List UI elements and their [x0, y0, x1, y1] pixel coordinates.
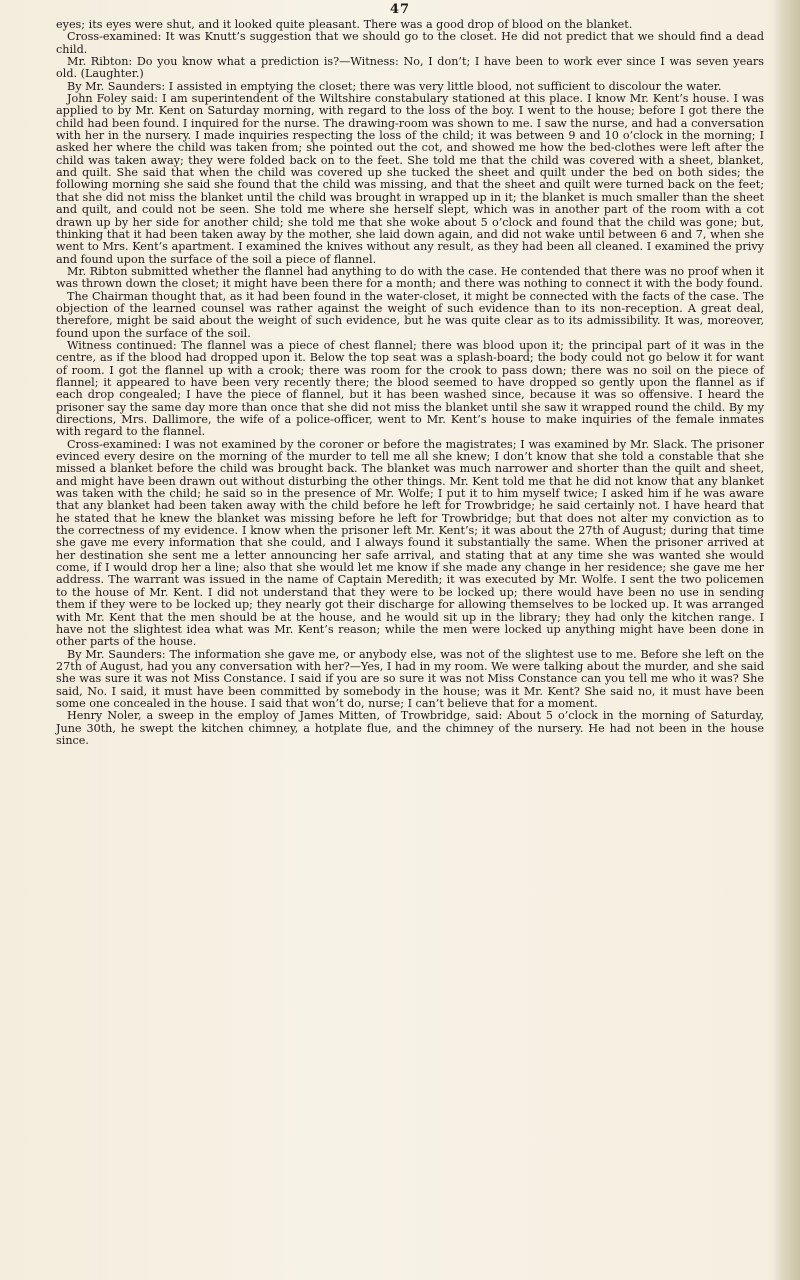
paragraph: Mr. Ribton: Do you know what a prediction is?—Witness: No, I don’t; I have been to work ever since I was seven years old. (Laughter.)	[56, 55, 764, 81]
paragraph: Witness continued: The flannel was a piece of chest flannel; there was blood upon it; the principal part of it was in the centre, as if the blood had dropped upon it. Below the top seat was a splash-board; the body could not go below it for want of room. I got the flannel up with a crook; there was room for the crook to pass down; there was no soil on the piece of flannel; it appeared to have been very recently there; the blood seemed to have dropped so gently upon the flannel as if each drop congealed; I have the piece of flannel, but it has been washed since, because it was so offensive. I heard the prisoner say the same day more than once that she did not miss the blanket until she saw it wrapped round the child. By my directions, Mrs. Dallimore, the wife of a police-officer, went to Mr. Kent’s house to make inquiries of the female inmates with regard to the flannel.	[56, 338, 764, 439]
paragraph: Cross-examined: It was Knutt’s suggestion that we should go to the closet. He did not predict that we should find a dead child.	[56, 30, 764, 56]
paragraph: Cross-examined: I was not examined by the coroner or before the magistrates; I was examined by Mr. Slack. The prisoner evinced every desire on the morning of the murder to tell me all she knew; I don’t know that she told a constable that she missed a blanket before the child was brought back. The blanket was much narrower and shorter than the quilt and sheet, and might have been drawn out without disturbing the other things. Mr. Kent told me that he did not know that any blanket was taken with the child; he said so in the presence of Mr. Wolfe; I put it to him myself twice; I asked him if he was aware that any blanket had been taken away with the child before he left for Trowbridge; he said certainly not. I have heard that he stated that he knew the blanket was missing before he left for Trowbridge; but that does not alter my conviction as to the correctness of my evidence. I know when the prisoner left Mr. Kent’s; it was about the 27th of August; during that time she gave me every information that she could, and I always found it substantially the same. When the prisoner arrived at her destination she sent me a letter announcing her safe arrival, and stating that at any time she was wanted she would come, if I would drop her a line; also that she would let me know if she made any change in her residence; she gave me her address. The warrant was issued in the name of Captain Meredith; it was executed by Mr. Wolfe. I sent the two policemen to the house of Mr. Kent. I did not understand that they were to be locked up; there would have been no use in sending them if they were to be locked up; they nearly got their discharge for allowing themselves to be locked up. It was arranged with Mr. Kent that the men should be at the house, and he would sit up in the library; they had only the kitchen range. I have not the slightest idea what was Mr. Kent’s reason; while the men were locked up anything might have been done in other parts of the house.	[56, 437, 764, 649]
paragraph: By Mr. Saunders: I assisted in emptying the closet; there was very little blood, not sufficient to discolour the water.	[67, 79, 722, 93]
page-edge	[774, 0, 800, 1280]
page-number: 47	[389, 2, 411, 17]
paragraph: By Mr. Saunders: The information she gave me, or anybody else, was not of the slightest use to me. Before she left on the 27th of August, had you any conversation with her?—Yes, I had in my room. We were talking about the murder, and she said she was sure it was not Miss Constance. I said if you are so sure it was not Miss Constance can you tell me who it was? She said, No. I said, it must have been committed by somebody in the house; was it Mr. Kent? She said no, it must have been some one concealed in the house. I said that won’t do, nurse; I can’t believe that for a moment.	[56, 647, 764, 710]
paragraph: Henry Noler, a sweep in the employ of James Mitten, of Trowbridge, said: About 5 o’clock in the morning of Saturday, June 30th, he swept the kitchen chimney, a hotplate flue, and the chimney of the nursery. He had not been in the house since.	[56, 709, 764, 747]
paragraph: eyes; its eyes were shut, and it looked quite pleasant. There was a good drop of blood on the blanket.	[56, 18, 633, 31]
paragraph: John Foley said: I am superintendent of the Wiltshire constabulary stationed at this place. I know Mr. Kent’s house. I was applied to by Mr. Kent on Saturday morning, with regard to the loss of the boy. I went to the house; before I got there the child had been found. I inquired for the nurse. The drawing-room was shown to me. I saw the nurse, and had a conversation with her in the nursery. I made inquiries respecting the loss of the child; it was between 9 and 10 o’clock in the morning; I asked her where the child was taken from; she pointed out the cot, and showed me how the bed-clothes were left after the child was taken away; they were folded back on to the feet. She told me that the child was covered with a sheet, blanket, and quilt. She said that when the child was covered up she tucked the sheet and quilt under the bed on both sides; the following morning she said she found that the child was missing, and that the sheet and quilt were turned back on the feet; that she did not miss the blanket until the child was brought in wrapped up in it; the blanket is much smaller than the sheet and quilt, and could not be seen. She told me where she herself slept, which was in another part of the room with a cot drawn up by her side for another child; she told me that she woke about 5 o’clock and found that the child was gone; but, thinking that it had been taken away by the mother, she laid down again, and did not wake until between 6 and 7, when she went to Mrs. Kent’s apartment. I examined the knives without any result, as they had been all cleaned. I examined the privy and found upon the surface of the soil a piece of flannel.	[56, 92, 764, 266]
paragraph: Mr. Ribton submitted whether the flannel had anything to do with the case. He contended that there was no proof when it was thrown down the closet; it might have been there for a month; and there was nothing to connect it with the body found.	[56, 264, 764, 291]
paragraph: The Chairman thought that, as it had been found in the water-closet, it might be connected with the facts of the case. The objection of the learned counsel was rather against the weight of such evidence than to its non-reception. A great deal, therefore, might be said about the weight of such evidence, but he was quite clear as to its admissibility. It was, moreover, found upon the surface of the soil.	[56, 289, 764, 340]
body-text	[56, 19, 764, 747]
